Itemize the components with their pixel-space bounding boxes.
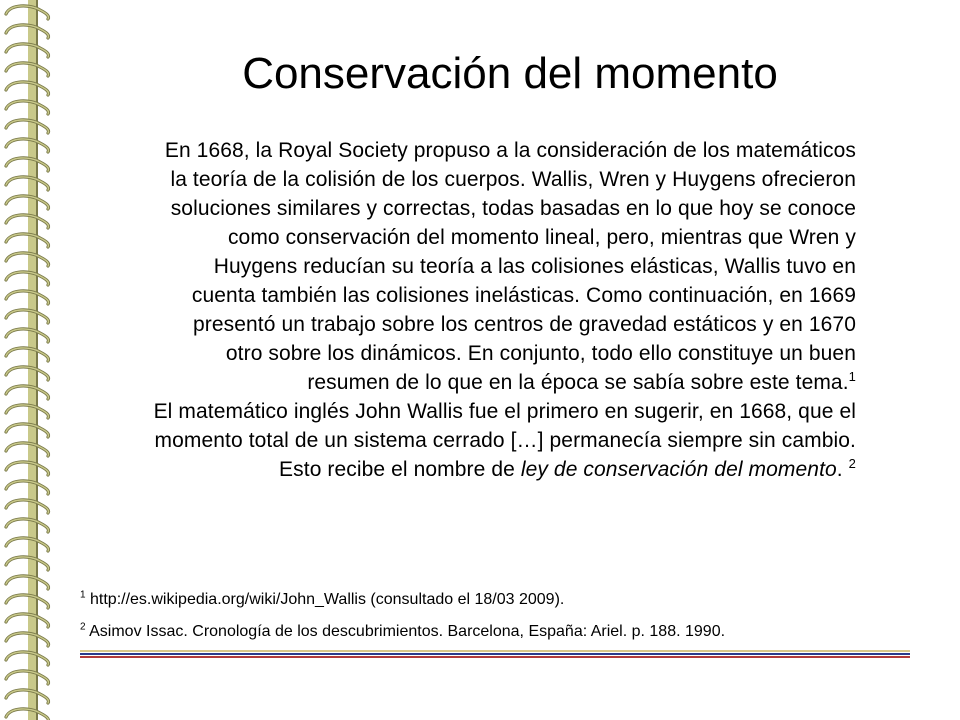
p2-line-suffix: .	[836, 458, 843, 481]
p1-line: presentó un trabajo sobre los centros de gravedad estáticos y en 1670	[193, 313, 856, 336]
footnote-ref-1: 1	[848, 369, 856, 384]
body-text	[56, 136, 856, 484]
footnote-2	[80, 622, 910, 642]
p1-line: como conservación del momento lineal, pero, mientras que Wren y	[227, 226, 856, 249]
p1-line: cuenta también las colisiones inelásticas. Como continuación, en 1669	[191, 284, 856, 307]
decorative-rule	[80, 650, 910, 658]
footnote-1	[80, 590, 910, 610]
footnote-2-text: Asimov Issac. Cronología de los descubrimientos. Barcelona, España: Ariel. p. 188. 1990.	[85, 623, 726, 640]
footnote-1-text: http://es.wikipedia.org/wiki/John_Wallis (consultado el 18/03 2009).	[85, 591, 565, 608]
rule-line-blue	[80, 653, 910, 655]
p1-line: otro sobre los dinámicos. En conjunto, todo ello constituye un buen	[225, 342, 856, 365]
footnote-ref-2: 2	[848, 456, 856, 471]
footnotes	[80, 590, 910, 642]
slide-title: Conservación del momento	[242, 49, 778, 98]
p1-line: resumen de lo que en la época se sabía sobre este tema.	[307, 371, 849, 394]
p1-line: En 1668, la Royal Society propuso a la consideración de los matemáticos	[164, 139, 856, 162]
p1-line: soluciones similares y correctas, todas basadas en lo que hoy se conoce	[170, 197, 856, 220]
binding-edge	[36, 0, 38, 720]
paragraph-1	[56, 136, 856, 397]
p1-line: Huygens reducían su teoría a las colisiones elásticas, Wallis tuvo en	[213, 255, 856, 278]
binding-strip	[28, 0, 36, 720]
law-name: ley de conservación del momento	[520, 458, 837, 481]
p2-line: El matemático inglés John Wallis fue el primero en sugerir, en 1668, que el	[153, 400, 856, 423]
p2-line: momento total de un sistema cerrado […] permanecía siempre sin cambio.	[154, 429, 856, 452]
footnote-2-number: 2	[80, 621, 86, 633]
spiral-binding-graphic	[0, 0, 60, 720]
p2-line-prefix: Esto recibe el nombre de	[279, 458, 521, 481]
paragraph-2	[56, 397, 856, 484]
p1-line: la teoría de la colisión de los cuerpos. Wallis, Wren y Huygens ofrecieron	[170, 168, 856, 191]
rule-line-gold	[80, 650, 910, 652]
footnote-1-number: 1	[80, 589, 86, 601]
rule-line-red	[80, 656, 910, 658]
spiral-binding	[0, 0, 60, 720]
